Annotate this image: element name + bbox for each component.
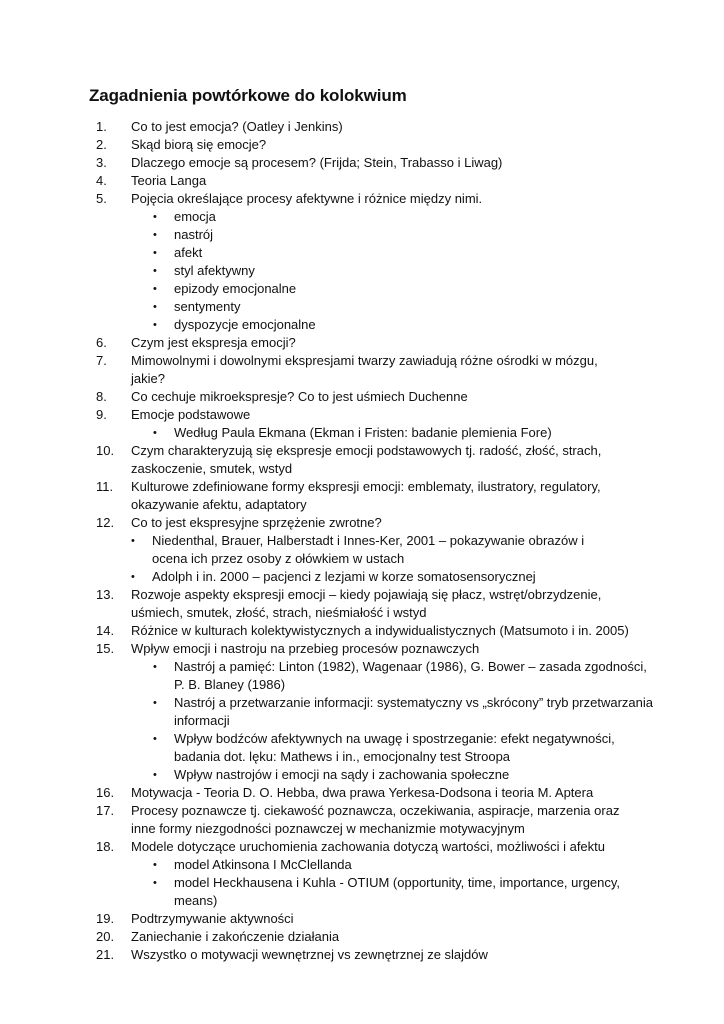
sub-list-item: [0, 874, 724, 910]
item-number: 2.: [96, 137, 107, 152]
list-item: [0, 586, 724, 622]
sub-list-item: [0, 316, 724, 334]
item-number: 1.: [96, 119, 107, 134]
item-number: 19.: [96, 911, 115, 926]
sub-item-text: model Heckhausena i Kuhla - OTIUM (opportunity, time, importance, urgency, means): [174, 875, 621, 908]
bullet-icon: •: [153, 877, 157, 889]
bullet-icon: •: [153, 283, 157, 295]
bullet-icon: •: [153, 859, 157, 871]
list-item: [0, 442, 724, 478]
item-text: Co cechuje mikroekspresje? Co to jest uśmiech Duchenne: [131, 389, 468, 404]
item-number: 20.: [96, 929, 115, 944]
bullet-icon: •: [131, 535, 135, 547]
sub-item-text: Nastrój a przetwarzanie informacji: systematyczny vs „skrócony” tryb przetwarzania informacji: [174, 695, 653, 728]
bullet-icon: •: [153, 697, 157, 709]
bullet-icon: •: [153, 319, 157, 331]
item-number: 3.: [96, 155, 107, 170]
sub-list-item: [0, 856, 724, 874]
list-item: [0, 910, 724, 928]
item-number: 12.: [96, 515, 115, 530]
list-item: [0, 928, 724, 946]
bullet-icon: •: [153, 265, 157, 277]
item-number: 14.: [96, 623, 115, 638]
sub-list-item: [0, 298, 724, 316]
sub-item-text: epizody emocjonalne: [174, 281, 297, 296]
item-number: 21.: [96, 947, 115, 962]
item-text: Co to jest ekspresyjne sprzężenie zwrotne?: [131, 515, 382, 530]
item-text: Modele dotyczące uruchomienia zachowania dotyczą wartości, możliwości i afektu: [131, 839, 605, 854]
item-text: Podtrzymywanie aktywności: [131, 911, 294, 926]
list-item: [0, 136, 724, 154]
item-number: 17.: [96, 803, 115, 818]
sub-list-item: [0, 658, 724, 694]
item-text: Co to jest emocja? (Oatley i Jenkins): [131, 119, 343, 134]
sub-list-item: [0, 226, 724, 244]
item-number: 15.: [96, 641, 115, 656]
list-item: [0, 514, 724, 532]
sub-item-text: Według Paula Ekmana (Ekman i Fristen: badanie plemienia Fore): [174, 425, 552, 440]
list-item: [0, 802, 724, 838]
list-item: [0, 640, 724, 658]
item-number: 18.: [96, 839, 115, 854]
sub-list-item: [0, 262, 724, 280]
item-number: 13.: [96, 587, 115, 602]
list-item: [0, 172, 724, 190]
item-number: 6.: [96, 335, 107, 350]
list-item: [0, 352, 724, 388]
item-text: Skąd biorą się emocje?: [131, 137, 267, 152]
item-number: 7.: [96, 353, 107, 368]
list-item: [0, 478, 724, 514]
sub-item-text: Niedenthal, Brauer, Halberstadt i Innes-Ker, 2001 – pokazywanie obrazów i ocena ich przez osoby z ołówkiem w ustach: [152, 533, 585, 566]
item-number: 8.: [96, 389, 107, 404]
bullet-icon: •: [153, 427, 157, 439]
sub-item-text: Nastrój a pamięć: Linton (1982), Wagenaar (1986), G. Bower – zasada zgodności, P. B. Blaney (1986): [174, 659, 647, 692]
sub-list-item: [0, 532, 724, 568]
sub-item-text: dyspozycje emocjonalne: [174, 317, 316, 332]
sub-list-item: [0, 766, 724, 784]
sub-item-text: styl afektywny: [174, 263, 255, 278]
bullet-icon: •: [153, 661, 157, 673]
item-text: Teoria Langa: [131, 173, 207, 188]
item-text: Mimowolnymi i dowolnymi ekspresjami twarzy zawiadują różne ośrodki w mózgu, jakie?: [131, 353, 598, 386]
sub-list-item: [0, 280, 724, 298]
question-list: [0, 118, 724, 964]
sub-item-text: nastrój: [174, 227, 214, 242]
sub-list-item: [0, 424, 724, 442]
list-item: [0, 388, 724, 406]
item-text: Czym jest ekspresja emocji?: [131, 335, 296, 350]
item-number: 9.: [96, 407, 107, 422]
sub-item-text: Adolph i in. 2000 – pacjenci z lezjami w korze somatosensorycznej: [152, 569, 536, 584]
item-text: Czym charakteryzują się ekspresje emocji podstawowych tj. radość, złość, strach, zaskoczenie, smutek, wstyd: [131, 443, 602, 476]
sub-list-item: [0, 244, 724, 262]
item-number: 11.: [96, 479, 114, 494]
list-item: [0, 622, 724, 640]
list-item: [0, 946, 724, 964]
sub-list-item: [0, 694, 724, 730]
item-text: Motywacja - Teoria D. O. Hebba, dwa prawa Yerkesa-Dodsona i teoria M. Aptera: [131, 785, 594, 800]
sub-list-item: [0, 208, 724, 226]
bullet-icon: •: [153, 769, 157, 781]
item-text: Procesy poznawcze tj. ciekawość poznawcza, oczekiwania, aspiracje, marzenia oraz inne formy niezgodności poznawczej w mechanizmie motywacyjnym: [131, 803, 620, 836]
item-text: Różnice w kulturach kolektywistycznych a indywidualistycznych (Matsumoto i in. 2005): [131, 623, 629, 638]
bullet-icon: •: [153, 733, 157, 745]
item-text: Dlaczego emocje są procesem? (Frijda; Stein, Trabasso i Liwag): [131, 155, 503, 170]
item-text: Zaniechanie i zakończenie działania: [131, 929, 340, 944]
page-title: Zagadnienia powtórkowe do kolokwium: [89, 86, 407, 105]
bullet-icon: •: [131, 571, 135, 583]
sub-item-text: sentymenty: [174, 299, 241, 314]
sub-item-text: afekt: [174, 245, 203, 260]
list-item: [0, 154, 724, 172]
bullet-icon: •: [153, 229, 157, 241]
sub-list-item: [0, 730, 724, 766]
sub-item-text: Wpływ bodźców afektywnych na uwagę i spostrzeganie: efekt negatywności, badania dot. lęku: Mathews i in., emocjonalny test Stroopa: [174, 731, 615, 764]
sub-list-item: [0, 568, 724, 586]
list-item: [0, 118, 724, 136]
item-text: Pojęcia określające procesy afektywne i różnice między nimi.: [131, 191, 483, 206]
sub-item-text: Wpływ nastrojów i emocji na sądy i zachowania społeczne: [174, 767, 510, 782]
list-item: [0, 838, 724, 856]
bullet-icon: •: [153, 247, 157, 259]
item-number: 10.: [96, 443, 115, 458]
list-item: [0, 784, 724, 802]
item-text: Wszystko o motywacji wewnętrznej vs zewnętrznej ze slajdów: [131, 947, 488, 962]
item-text: Rozwoje aspekty ekspresji emocji – kiedy pojawiają się płacz, wstręt/obrzydzenie, uśmiech, smutek, złość, strach, nieśmiałość i wstyd: [131, 587, 602, 620]
list-item: [0, 406, 724, 424]
item-number: 16.: [96, 785, 115, 800]
item-number: 4.: [96, 173, 107, 188]
bullet-icon: •: [153, 301, 157, 313]
list-item: [0, 334, 724, 352]
item-text: Kulturowe zdefiniowane formy ekspresji emocji: emblematy, ilustratory, regulatory, okazywanie afektu, adaptatory: [131, 479, 601, 512]
item-number: 5.: [96, 191, 107, 206]
list-item: [0, 190, 724, 208]
bullet-icon: •: [153, 211, 157, 223]
sub-item-text: emocja: [174, 209, 216, 224]
sub-item-text: model Atkinsona I McClellanda: [174, 857, 352, 872]
item-text: Wpływ emocji i nastroju na przebieg procesów poznawczych: [131, 641, 480, 656]
item-text: Emocje podstawowe: [131, 407, 251, 422]
